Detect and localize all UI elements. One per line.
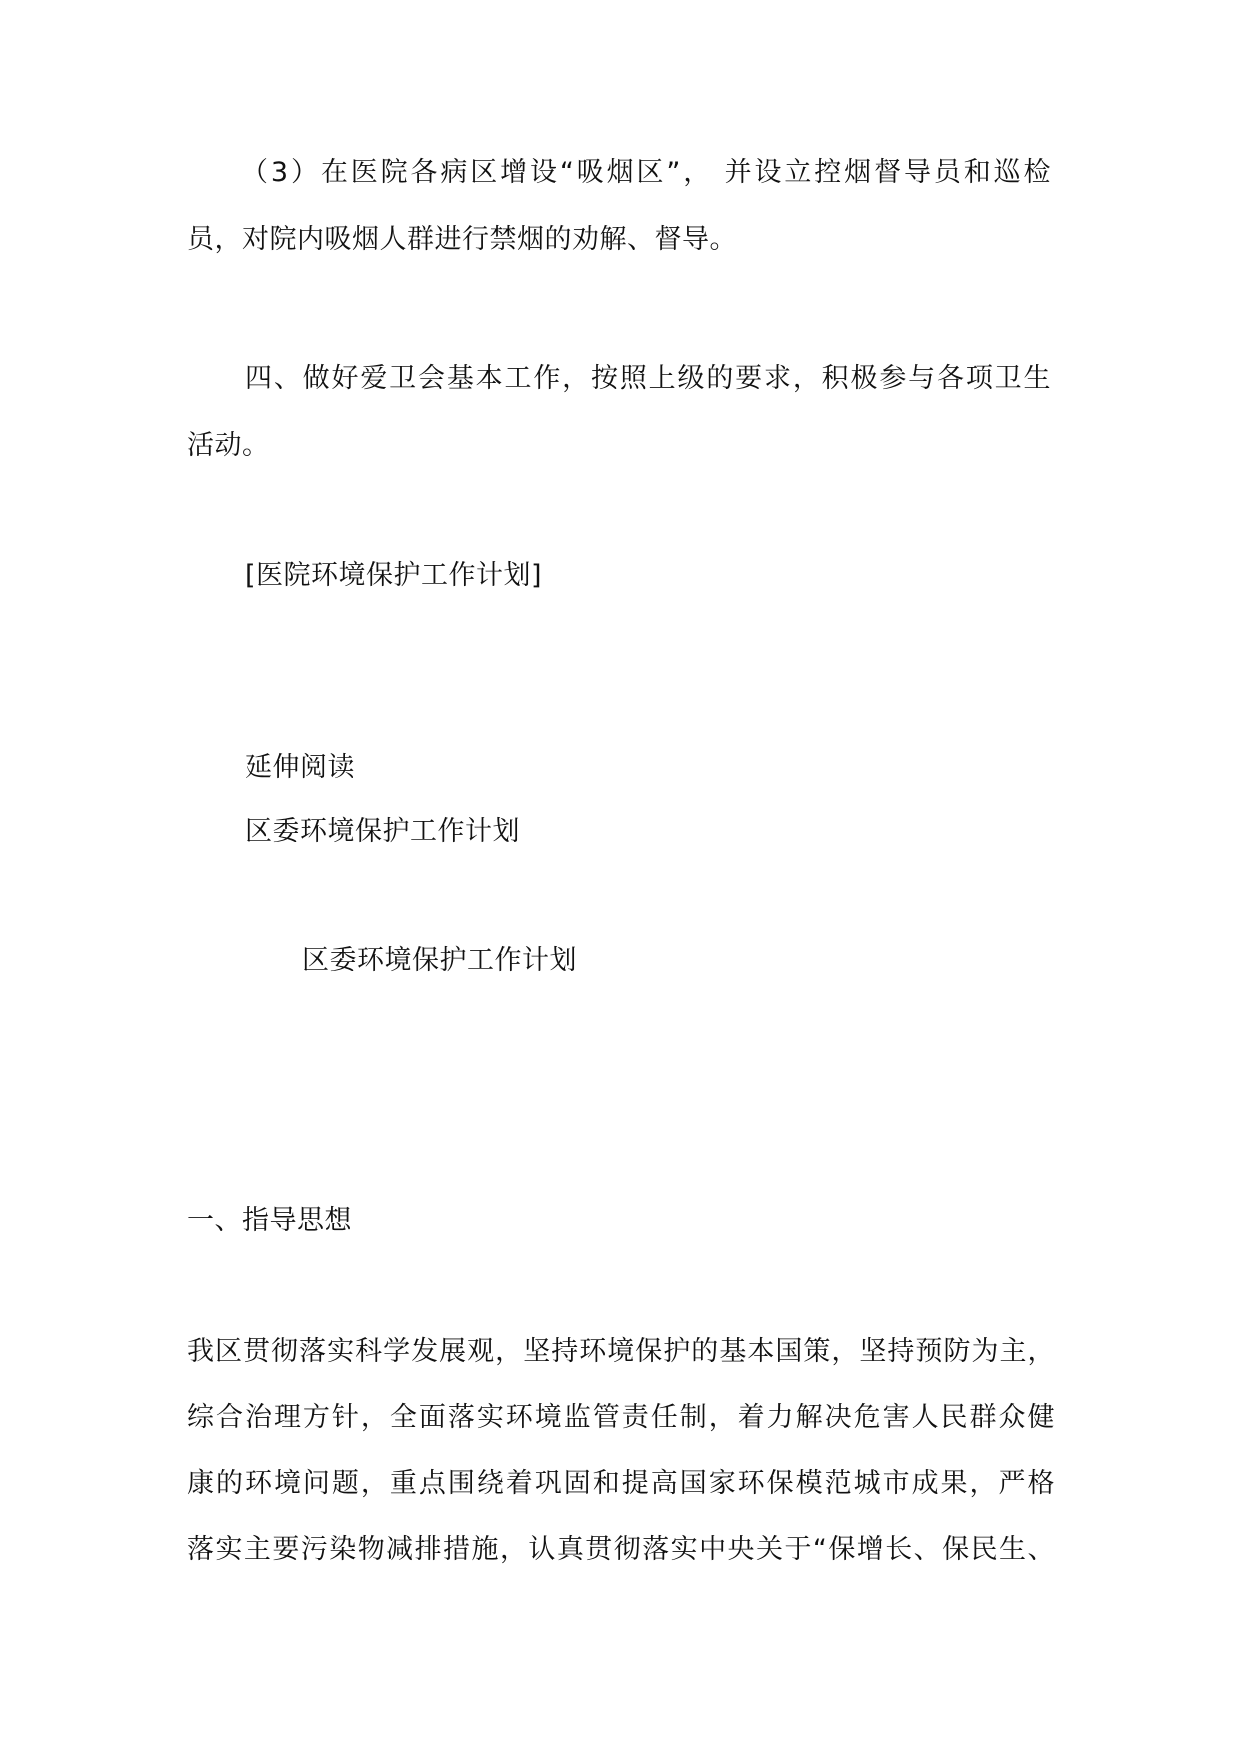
section-1-line-4: 落实主要污染物减排措施，认真贯彻落实中央关于“保增长、保民生、 [187, 1534, 1055, 1565]
source-title: [医院环境保护工作计划] [245, 560, 543, 591]
section-1-line-3: 康的环境问题，重点围绕着巩固和提高国家环保模范城市成果，严格 [187, 1468, 1055, 1499]
section-1-heading: 一、指导思想 [187, 1205, 352, 1236]
paragraph-3-line-2: 员，对院内吸烟人群进行禁烟的劝解、督导。 [187, 224, 737, 255]
extended-reading-heading: 延伸阅读 [245, 752, 355, 783]
paragraph-3-line-1: （3）在医院各病区增设“吸烟区”， 并设立控烟督导员和巡检 [241, 157, 1051, 188]
extended-reading-link[interactable]: 区委环境保护工作计划 [245, 816, 520, 847]
paragraph-4-line-1: 四、做好爱卫会基本工作，按照上级的要求，积极参与各项卫生 [245, 363, 1051, 394]
section-1-line-1: 我区贯彻落实科学发展观，坚持环境保护的基本国策，坚持预防为主， [187, 1336, 1055, 1367]
section-1-line-2: 综合治理方针，全面落实环境监管责任制，着力解决危害人民群众健 [187, 1402, 1055, 1433]
paragraph-4-line-2: 活动。 [187, 430, 270, 461]
article-title: 区委环境保护工作计划 [302, 945, 577, 976]
